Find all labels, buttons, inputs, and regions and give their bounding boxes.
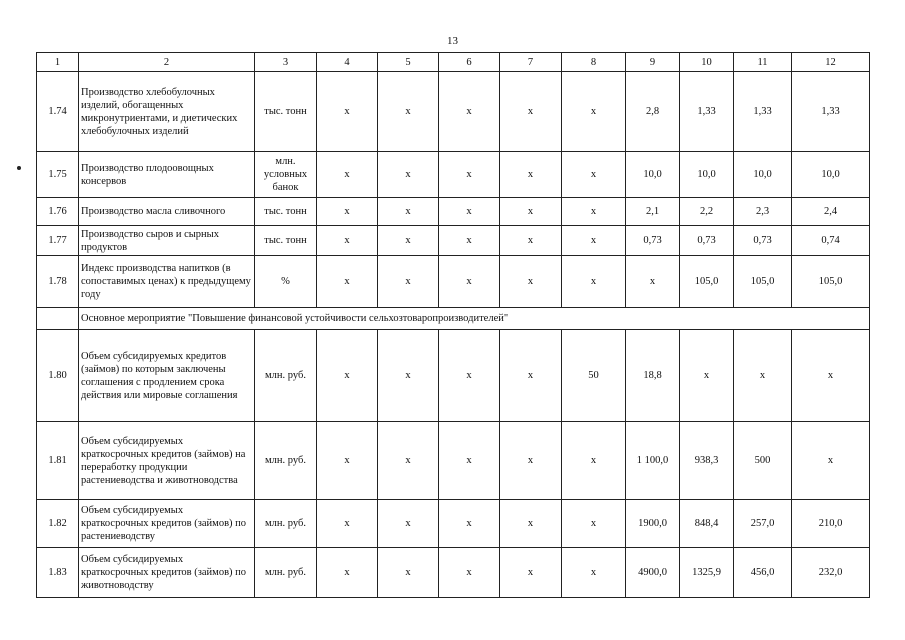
value-cell: 210,0 [792,500,870,548]
value-cell: х [439,226,500,256]
value-cell: х [562,198,626,226]
header-cell: 12 [792,53,870,72]
value-cell: х [500,500,562,548]
row-number-cell: 1.76 [37,198,79,226]
unit-cell: тыс. тонн [255,226,317,256]
value-cell: х [562,548,626,598]
indicator-name-cell: Объем субсидируемых краткосрочных кредитов (займов) на переработку продукции растениеводства и животноводства [79,422,255,500]
value-cell: х [378,226,439,256]
indicator-name-cell: Объем субсидируемых краткосрочных кредитов (займов) по животноводству [79,548,255,598]
value-cell: х [378,330,439,422]
value-cell: х [439,330,500,422]
value-cell: 10,0 [792,152,870,198]
value-cell: х [439,548,500,598]
header-cell: 5 [378,53,439,72]
row-number-cell: 1.78 [37,256,79,308]
section-number-cell [37,308,79,330]
value-cell: 232,0 [792,548,870,598]
value-cell: х [317,152,378,198]
row-number-cell: 1.82 [37,500,79,548]
value-cell: х [792,330,870,422]
value-cell: 1900,0 [626,500,680,548]
value-cell: х [378,548,439,598]
indicator-name-cell: Производство плодоовощных консервов [79,152,255,198]
value-cell: х [439,422,500,500]
table-row [37,256,870,308]
value-cell: х [500,72,562,152]
row-number-cell: 1.74 [37,72,79,152]
value-cell: х [680,330,734,422]
value-cell: х [439,72,500,152]
value-cell: х [378,198,439,226]
value-cell: 18,8 [626,330,680,422]
value-cell: 0,73 [680,226,734,256]
stray-mark [17,166,21,170]
value-cell: х [439,256,500,308]
section-row [37,308,870,330]
value-cell: 257,0 [734,500,792,548]
table-row [37,500,870,548]
indicators-table [36,52,870,598]
value-cell: 1,33 [734,72,792,152]
header-row [37,53,870,72]
unit-cell: млн. условных банок [255,152,317,198]
value-cell: х [500,152,562,198]
value-cell: 456,0 [734,548,792,598]
value-cell: 2,8 [626,72,680,152]
value-cell: 848,4 [680,500,734,548]
header-cell: 4 [317,53,378,72]
value-cell: х [378,256,439,308]
unit-cell: млн. руб. [255,422,317,500]
value-cell: х [500,548,562,598]
value-cell: 938,3 [680,422,734,500]
header-cell: 2 [79,53,255,72]
header-cell: 8 [562,53,626,72]
table-row [37,72,870,152]
indicator-name-cell: Индекс производства напитков (в сопоставимых ценах) к предыдущему году [79,256,255,308]
value-cell: х [562,422,626,500]
value-cell: х [734,330,792,422]
value-cell: х [439,152,500,198]
value-cell: х [626,256,680,308]
value-cell: х [439,198,500,226]
row-number-cell: 1.77 [37,226,79,256]
value-cell: х [500,422,562,500]
value-cell: х [378,500,439,548]
value-cell: 105,0 [734,256,792,308]
value-cell: 1325,9 [680,548,734,598]
value-cell: 2,2 [680,198,734,226]
table-row [37,226,870,256]
row-number-cell: 1.75 [37,152,79,198]
value-cell: х [317,256,378,308]
table-row [37,422,870,500]
indicator-name-cell: Объем субсидируемых краткосрочных кредитов (займов) по растениеводству [79,500,255,548]
value-cell: 4900,0 [626,548,680,598]
header-cell: 1 [37,53,79,72]
value-cell: 0,74 [792,226,870,256]
table-row [37,330,870,422]
value-cell: х [500,256,562,308]
row-number-cell: 1.83 [37,548,79,598]
value-cell: 50 [562,330,626,422]
page-number: 13 [447,35,458,47]
value-cell: 1 100,0 [626,422,680,500]
table-row [37,152,870,198]
table-body [37,53,870,598]
value-cell: 10,0 [734,152,792,198]
value-cell: х [317,198,378,226]
table-row [37,198,870,226]
header-cell: 11 [734,53,792,72]
indicator-name-cell: Объем субсидируемых кредитов (займов) по которым заключены соглашения с продлением срока действия или мировые соглашения [79,330,255,422]
value-cell: 1,33 [680,72,734,152]
value-cell: х [562,500,626,548]
value-cell: х [562,256,626,308]
value-cell: х [500,226,562,256]
section-title: Основное мероприятие "Повышение финансовой устойчивости сельхозтоваропроизводителей" [79,308,870,330]
header-cell: 7 [500,53,562,72]
value-cell: 10,0 [626,152,680,198]
value-cell: 10,0 [680,152,734,198]
value-cell: х [378,72,439,152]
value-cell: х [562,152,626,198]
value-cell: 0,73 [626,226,680,256]
indicator-name-cell: Производство сыров и сырных продуктов [79,226,255,256]
value-cell: 1,33 [792,72,870,152]
value-cell: х [317,548,378,598]
unit-cell: млн. руб. [255,548,317,598]
value-cell: х [317,500,378,548]
value-cell: х [317,330,378,422]
unit-cell: млн. руб. [255,330,317,422]
value-cell: х [317,72,378,152]
value-cell: 105,0 [680,256,734,308]
value-cell: х [378,152,439,198]
value-cell: х [317,422,378,500]
value-cell: 2,4 [792,198,870,226]
header-cell: 6 [439,53,500,72]
value-cell: х [500,198,562,226]
header-cell: 9 [626,53,680,72]
value-cell: х [439,500,500,548]
value-cell: х [378,422,439,500]
unit-cell: % [255,256,317,308]
row-number-cell: 1.81 [37,422,79,500]
header-cell: 10 [680,53,734,72]
unit-cell: млн. руб. [255,500,317,548]
header-cell: 3 [255,53,317,72]
value-cell: х [500,330,562,422]
value-cell: 2,1 [626,198,680,226]
value-cell: 105,0 [792,256,870,308]
indicator-name-cell: Производство хлебобулочных изделий, обогащенных микронутриентами, и диетических хлебобулочных изделий [79,72,255,152]
row-number-cell: 1.80 [37,330,79,422]
unit-cell: тыс. тонн [255,198,317,226]
indicator-name-cell: Производство масла сливочного [79,198,255,226]
value-cell: 2,3 [734,198,792,226]
value-cell: х [562,226,626,256]
value-cell: х [792,422,870,500]
value-cell: 0,73 [734,226,792,256]
unit-cell: тыс. тонн [255,72,317,152]
value-cell: 500 [734,422,792,500]
value-cell: х [562,72,626,152]
table-row [37,548,870,598]
value-cell: х [317,226,378,256]
